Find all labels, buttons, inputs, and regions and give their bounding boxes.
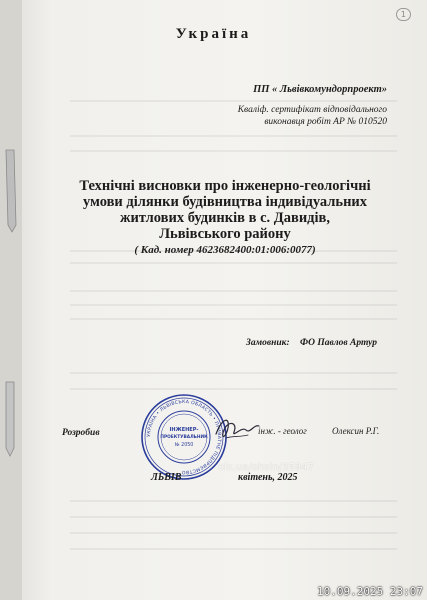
stamp-center-line-1: ІНЖЕНЕР- bbox=[169, 427, 199, 433]
customer-name: ФО Павлов Артур bbox=[299, 338, 377, 348]
city-name: ЛЬВІВ bbox=[151, 472, 182, 483]
cadastral-number: ( Кад. номер 4623682400:01:006:0077) bbox=[134, 244, 316, 256]
certificate-block bbox=[217, 104, 387, 128]
title-line-4: Львівського району bbox=[159, 226, 291, 242]
developer-name: Олексин Р.Г. bbox=[332, 426, 380, 436]
certificate-line-2: виконавця робіт АР № 010520 bbox=[264, 117, 387, 127]
country-heading: Україна bbox=[175, 26, 252, 42]
handwritten-signature bbox=[212, 412, 262, 444]
customer-label: Замовник: bbox=[245, 338, 290, 348]
page-number-mark: 1 bbox=[396, 8, 411, 21]
stamp-ring-text: УКРАЇНА • ЛЬВІВСЬКА ОБЛАСТЬ • ПРИВАТНЕ ПІДПРИЄМСТВО bbox=[146, 399, 222, 475]
developer-label: Розробив bbox=[62, 428, 100, 438]
certificate-line-1: Кваліф. сертифікат відповідального bbox=[237, 105, 387, 115]
binding-strip bbox=[0, 0, 22, 600]
document-title bbox=[60, 178, 390, 258]
organization-name: ПП « Львівкомундорпроект» bbox=[253, 84, 387, 95]
title-line-3: житлових будинків в с. Давидів, bbox=[119, 210, 330, 226]
staple-top bbox=[6, 150, 16, 232]
listing-watermark: olx.ua/ohsin/35947 bbox=[218, 462, 314, 473]
staple-bottom bbox=[6, 382, 14, 456]
document-date: квітень, 2025 bbox=[238, 472, 298, 483]
developer-role: інж. - геолог bbox=[258, 426, 307, 436]
title-line-1: Технічні висновки про інженерно-геологічні bbox=[79, 178, 371, 194]
customer-line bbox=[246, 338, 377, 348]
stamp-center-line-3: № 2050 bbox=[174, 443, 194, 448]
camera-timestamp: 10.09.2025 23:07 bbox=[317, 585, 423, 598]
stamp-center-line-2: ПРОЕКТУВАЛЬНИК bbox=[160, 435, 208, 440]
title-line-2: умови ділянки будівництва індивідуальних bbox=[82, 194, 368, 210]
